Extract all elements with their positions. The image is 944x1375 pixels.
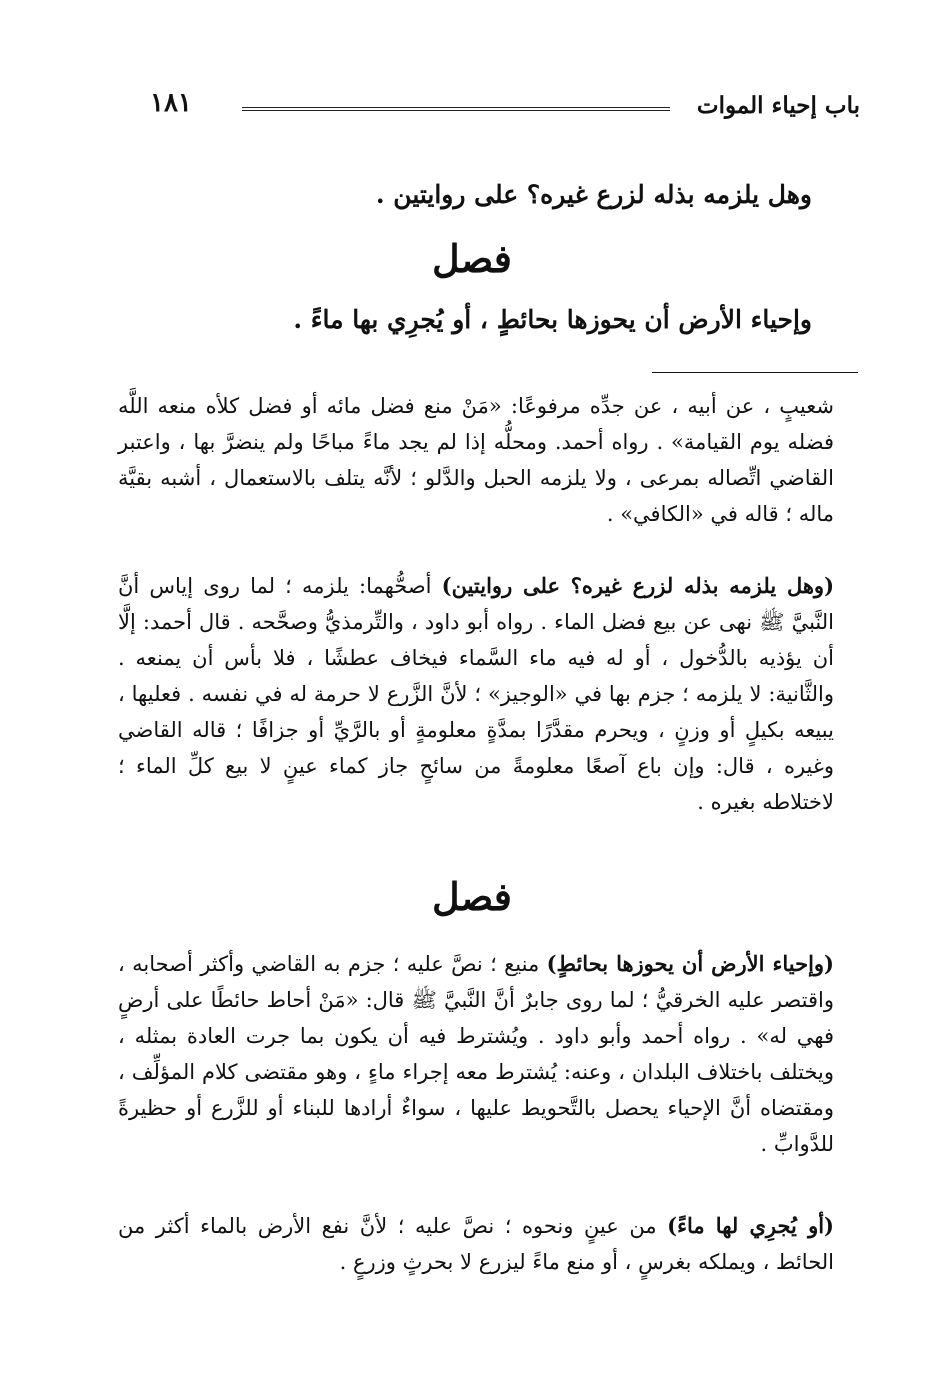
page-header (150, 86, 860, 130)
page-number: ١٨١ (150, 88, 192, 118)
section-heading-2: فصل (432, 874, 512, 919)
commentary-text: منيع ؛ نصَّ عليه ؛ جزم به القاضي وأكثر أصحابه ، واقتصر عليه الخرقيُّ ؛ لما روى جابرٌ أنَّ النَّبيَّ ﷺ قال: «مَنْ أحاط حائطًا على أرضٍ فهي له» . رواه أحمد وأبو داود . ويُشترط فيه أن يكون بما جرت العادة بمثله ، ويختلف باختلاف البلدان ، وعنه: يُشترط معه إجراء ماءٍ ، وهو مقتضى كلام المؤلِّف ، ومقتضاه أنَّ الإحياء يحصل بالتَّحويط عليها ، سواءٌ أرادها للبناء أو للزَّرع أو حظيرةً للدَّوابِّ . (118, 952, 834, 1156)
commentary-text: أصحُّهما: يلزمه ؛ لما روى إياس أنَّ النَّبيَّ ﷺ نهى عن بيع فضل الماء . رواه أبو داود ، والتِّرمذيُّ وصحَّحه . قال أحمد: إلَّا أن يؤذيه بالدُّخول ، أو له فيه ماء السَّماء فيخاف عطشًا ، فلا بأس أن يمنعه . والثَّانية: لا يلزمه ؛ جزم بها في «الوجيز» ؛ لأنَّ الزَّرع لا حرمة له في نفسه . فعليها ، يبيعه بكيلٍ أو وزنٍ ، ويحرم مقدَّرًا بمدَّةٍ معلومةٍ أو بالرَّيِّ أو جزافًا ؛ قاله القاضي وغيره ، قال: وإن باع آصعًا معلومةً من سائحٍ جاز كماء عينٍ لا بيع كلِّ الماء ؛ لاختلاطه بغيره . (118, 574, 834, 814)
matn-line-1: وهل يلزمه بذله لزرع غيره؟ على روايتين . (375, 180, 812, 209)
chapter-title: باب إحياء الموات (696, 92, 860, 119)
commentary-paragraph-1: شعيبٍ ، عن أبيه ، عن جدِّه مرفوعًا: «مَنْ منع فضل مائه أو فضل كلأه منعه اللَّه فضله يوم القيامة» . رواه أحمد. ومحلُّه إذا لم يجد ماءً مباحًا ولم ينضرَّ بها ، واعتبر القاضي اتِّصاله بمرعى ، ولا يلزمه الحبل والدَّلو ؛ لأنَّه يتلف بالاستعمال ، أشبه بقيَّة ماله ؛ قاله في «الكافي» . (118, 394, 834, 526)
commentary-text: من عينٍ ونحوه ؛ نصَّ عليه ؛ لأنَّ نفع الأرض بالماء أكثر من الحائط ، ويملكه بغرسٍ ، أو منع ماءً ليزرع لا بحرثٍ وزرعٍ . (118, 1214, 834, 1274)
section-heading: فصل (432, 236, 512, 281)
commentary-paragraph-3 (118, 946, 834, 1162)
matn-line-2: وإحياء الأرض أن يحوزها بحائطٍ ، أو يُجرِي بها ماءً . (293, 305, 812, 334)
quoted-matn: (وإحياء الأرض أن يحوزها بحائطٍ) (546, 951, 834, 976)
quoted-matn: (وهل يلزمه بذله لزرع غيره؟ على روايتين) (441, 573, 835, 598)
header-rule (242, 107, 670, 111)
quoted-matn: (أو يُجرِي لها ماءً) (667, 1213, 834, 1238)
commentary-paragraph-2 (118, 568, 834, 820)
commentary-paragraph-4 (118, 1208, 834, 1280)
footnote-divider (652, 372, 858, 373)
